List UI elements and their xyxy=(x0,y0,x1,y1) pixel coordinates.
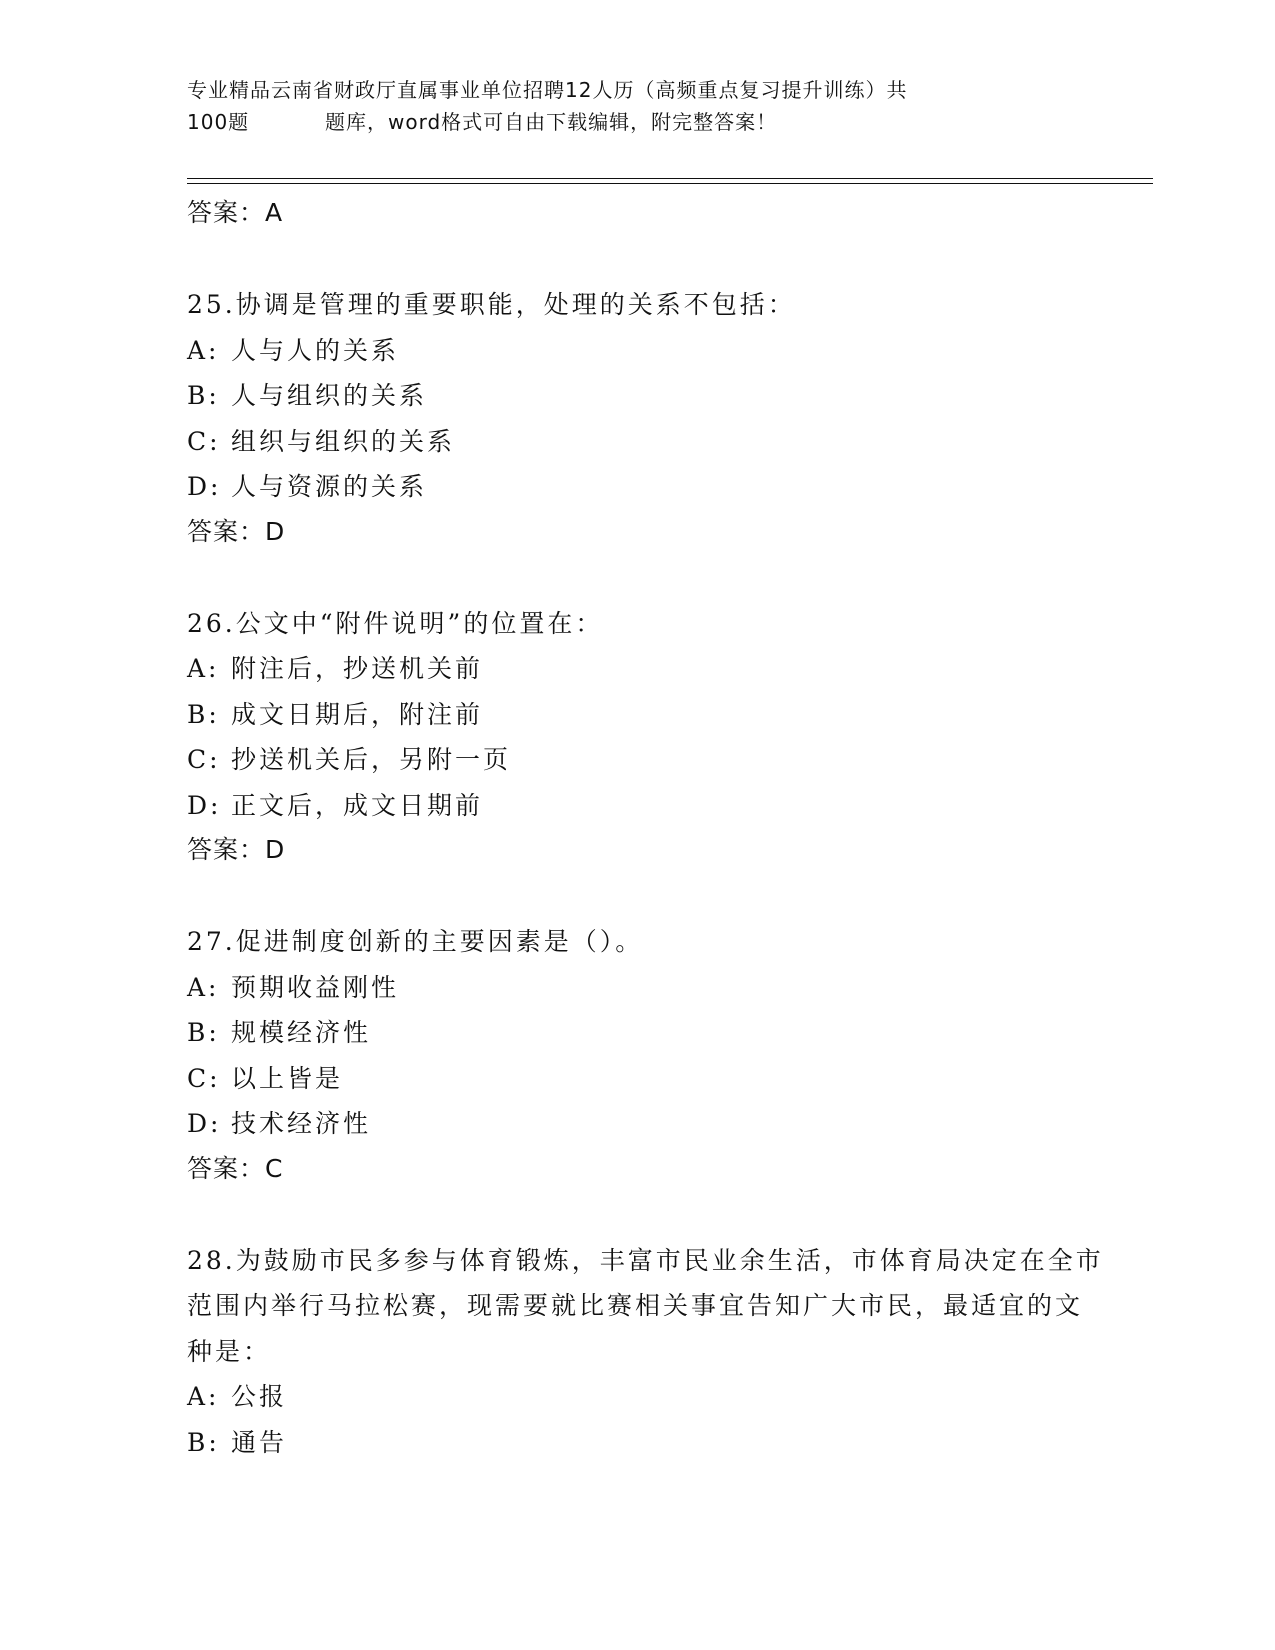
page-header xyxy=(187,74,1087,138)
option-c xyxy=(187,419,1107,465)
answer-line: 答案：A xyxy=(187,198,284,227)
option-key: B: xyxy=(187,1427,220,1457)
option-key: A: xyxy=(187,972,220,1002)
option-key: A: xyxy=(187,1382,220,1411)
option-key: C: xyxy=(187,745,221,774)
option-text: 公报 xyxy=(231,1382,288,1411)
answer-line: 答案：D xyxy=(187,516,286,546)
option-key: A: xyxy=(187,335,220,365)
option-key: D: xyxy=(187,790,222,820)
option-text: 组织与组织的关系 xyxy=(231,426,456,456)
question-text: 26.公文中“附件说明”的位置在： xyxy=(187,608,604,638)
header-title-line1: 专业精品云南省财政厅直属事业单位招聘12人历（高频重点复习提升训练）共 xyxy=(187,78,908,102)
option-c xyxy=(187,737,1107,783)
spacer xyxy=(187,235,1107,282)
header-title-rest: 题库，word格式可自由下载编辑，附完整答案！ xyxy=(325,110,778,134)
header-question-count: 100题 xyxy=(187,110,250,134)
question-text: 28.为鼓励市民多参与体育锻炼，丰富市民业余生活，市体育局决定在全市范围内举行马拉松赛，现需要就比赛相关事宜告知广大市民，最适宜的文种是： xyxy=(187,1245,1104,1366)
question-block xyxy=(187,1238,1107,1466)
question-block xyxy=(187,282,1107,554)
option-key: A: xyxy=(187,654,220,683)
option-key: D: xyxy=(187,472,222,501)
header-divider-bottom xyxy=(187,183,1153,184)
option-text: 通告 xyxy=(231,1427,288,1457)
spacer xyxy=(187,554,1107,601)
spacer xyxy=(187,872,1107,919)
option-b xyxy=(187,373,1107,419)
option-text: 人与资源的关系 xyxy=(231,472,428,501)
answer-line: 答案：C xyxy=(187,1153,284,1183)
option-key: C: xyxy=(187,1063,221,1093)
option-b xyxy=(187,692,1107,738)
answer-line: 答案：D xyxy=(187,835,286,864)
option-text: 人与组织的关系 xyxy=(231,381,428,410)
header-divider-top xyxy=(187,178,1153,179)
option-b xyxy=(187,1420,1107,1466)
header-title-line2 xyxy=(187,106,1087,138)
option-text: 正文后，成文日期前 xyxy=(231,790,484,820)
spacer xyxy=(187,1191,1107,1238)
option-a xyxy=(187,646,1107,692)
option-key: D: xyxy=(187,1109,222,1138)
option-text: 抄送机关后，另附一页 xyxy=(231,745,512,774)
option-d xyxy=(187,1101,1107,1147)
option-key: B: xyxy=(187,381,220,410)
option-a xyxy=(187,328,1107,374)
question-list xyxy=(187,191,1107,1465)
option-c xyxy=(187,1056,1107,1102)
option-a xyxy=(187,1374,1107,1420)
option-text: 人与人的关系 xyxy=(231,335,400,365)
option-text: 以上皆是 xyxy=(231,1063,344,1093)
option-text: 预期收益刚性 xyxy=(231,972,400,1002)
option-text: 技术经济性 xyxy=(231,1109,372,1138)
question-block xyxy=(187,919,1107,1191)
option-key: B: xyxy=(187,699,220,729)
question-text: 25.协调是管理的重要职能，处理的关系不包括： xyxy=(187,290,796,319)
option-text: 规模经济性 xyxy=(231,1018,372,1047)
option-d xyxy=(187,783,1107,829)
option-d xyxy=(187,464,1107,510)
option-a xyxy=(187,965,1107,1011)
option-text: 附注后，抄送机关前 xyxy=(231,654,484,683)
question-block xyxy=(187,601,1107,873)
question-text: 27.促进制度创新的主要因素是（）。 xyxy=(187,927,644,956)
option-key: B: xyxy=(187,1018,220,1047)
option-key: C: xyxy=(187,426,221,456)
option-text: 成文日期后，附注前 xyxy=(231,699,484,729)
option-b xyxy=(187,1010,1107,1056)
